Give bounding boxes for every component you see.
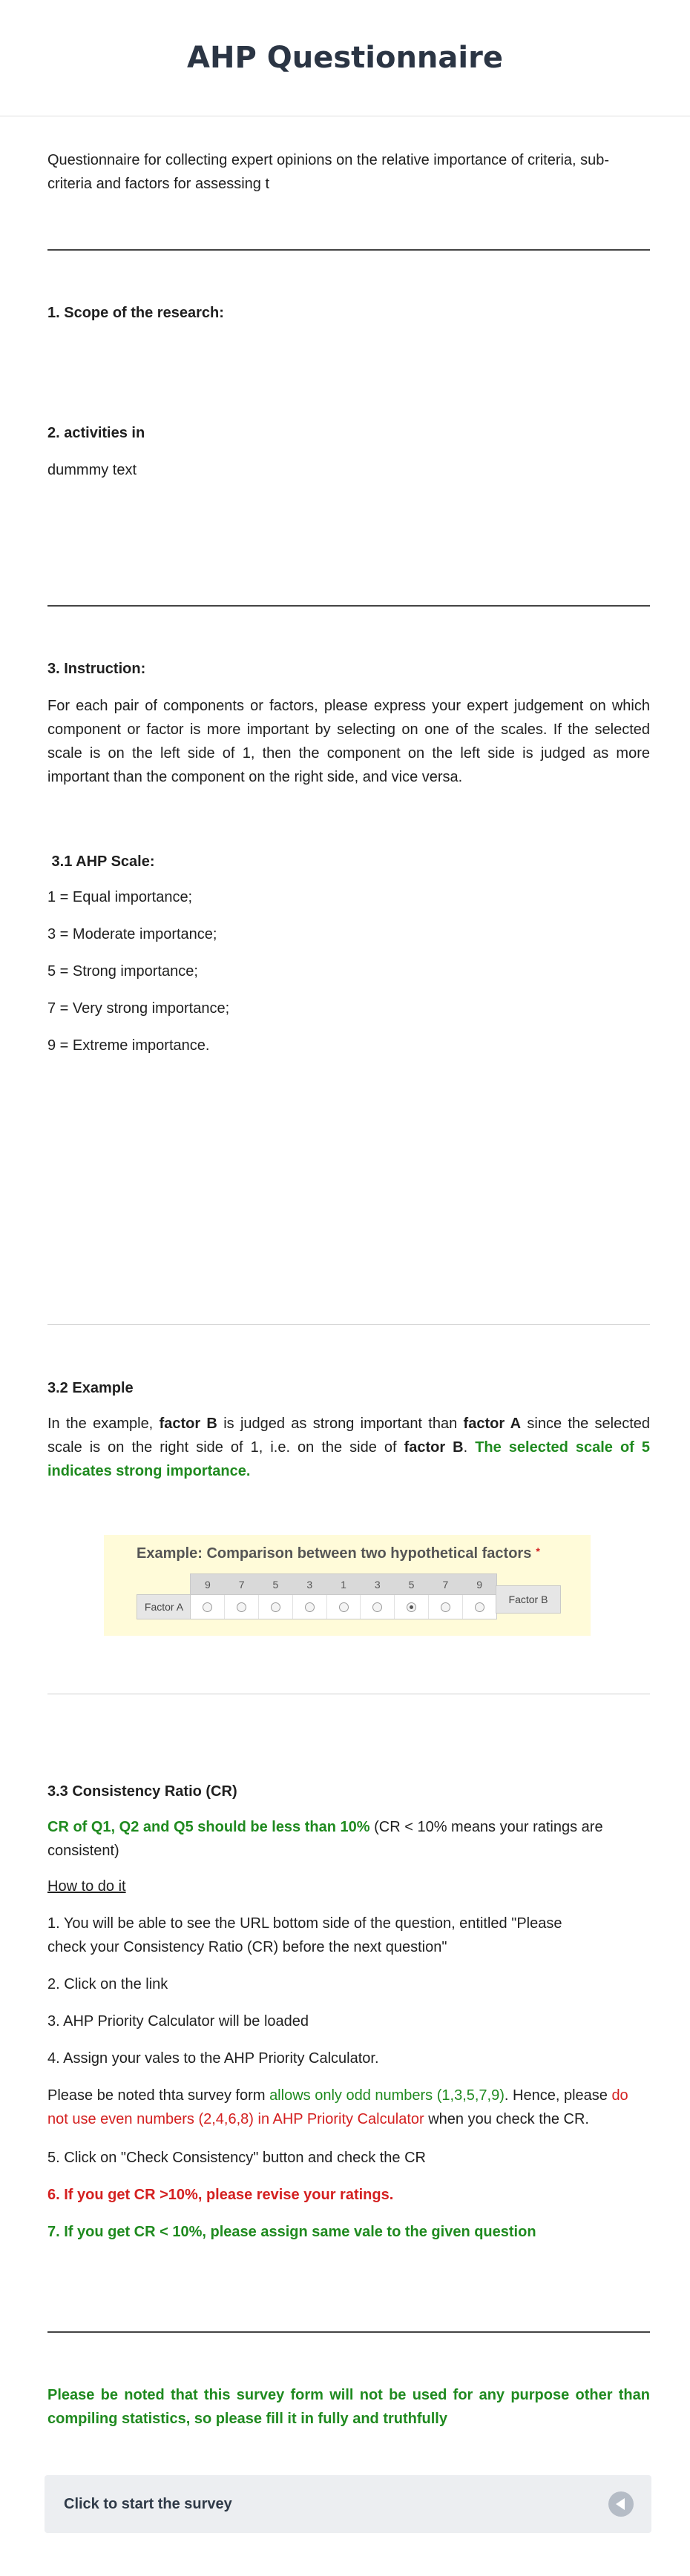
scale-radio-cell[interactable] bbox=[428, 1595, 462, 1619]
scale-value: 5 bbox=[272, 1579, 279, 1591]
scale-value: 3 bbox=[374, 1579, 381, 1591]
step-2: 2. Click on the link bbox=[47, 1976, 168, 1992]
example-heading: 3.2 Example bbox=[47, 1380, 134, 1396]
intro-text: Questionnaire for collecting expert opinions on the relative importance of criteria, sub-criteria and factors for assessing t bbox=[47, 152, 610, 192]
required-mark: * bbox=[536, 1545, 540, 1557]
step-5: 5. Click on "Check Consistency" button and check the CR bbox=[47, 2150, 426, 2166]
scale-radio-button[interactable] bbox=[203, 1602, 212, 1612]
divider bbox=[47, 249, 650, 251]
step-3: 3. AHP Priority Calculator will be loaded bbox=[47, 2013, 309, 2030]
scale-radio-button[interactable] bbox=[339, 1602, 349, 1612]
example-comparison-box bbox=[104, 1535, 591, 1636]
scale-radio-cell[interactable] bbox=[292, 1595, 326, 1619]
consistency-heading: 3.3 Consistency Ratio (CR) bbox=[47, 1783, 237, 1800]
ahp-scale-item: 5 = Strong importance; bbox=[47, 963, 198, 980]
odd-numbers-note: Please be noted thta survey form allows only odd numbers (1,3,5,7,9). Hence, please do not use even numbers (2,4,6,8) in AHP Priority Calculator when you check the CR. bbox=[47, 2087, 628, 2127]
ahp-scale-item: 3 = Moderate importance; bbox=[47, 926, 217, 942]
instruction-text: For each pair of components or factors, please express your expert judgement on which component or factor is more important by selecting on one of the scales. If the selected scale is on the left side of 1, then the component on the left side is judged as more important than the component on the right side, and vice versa. bbox=[47, 698, 650, 785]
example-text: In the example, factor B is judged as strong important than factor A since the selected scale is on the right side of 1, i.e. on the side of factor B. The selected scale of 5 indicates strong importance. bbox=[47, 1416, 651, 1479]
scale-radio-cell[interactable] bbox=[462, 1595, 496, 1619]
scale-radio-cell[interactable] bbox=[258, 1595, 292, 1619]
step-1: 1. You will be able to see the URL bottom side of the question, entitled "Please check your Consistency Ratio (CR) before the next question" bbox=[47, 1915, 562, 1955]
cr-requirement: CR of Q1, Q2 and Q5 should be less than 10% (CR < 10% means your ratings are consistent) bbox=[47, 1819, 603, 1859]
privacy-note: Please be noted that this survey form will not be used for any purpose other than compiling statistics, so please fill it in fully and truthfully bbox=[47, 2387, 650, 2427]
scale-radio-button[interactable] bbox=[372, 1602, 382, 1612]
scale-radio-cell[interactable] bbox=[191, 1595, 224, 1619]
scale-radio-button[interactable] bbox=[407, 1602, 416, 1612]
scale-radio-button[interactable] bbox=[441, 1602, 450, 1612]
start-survey-label: Click to start the survey bbox=[64, 2495, 232, 2512]
page-title: AHP Questionnaire bbox=[187, 41, 503, 75]
scale-value: 1 bbox=[341, 1579, 346, 1591]
scale-radio-cell[interactable] bbox=[360, 1595, 394, 1619]
divider bbox=[47, 2331, 650, 2333]
activities-heading: 2. activities in bbox=[47, 425, 145, 441]
step-6: 6. If you get CR >10%, please revise your ratings. bbox=[47, 2187, 394, 2203]
divider bbox=[47, 605, 650, 607]
step-7: 7. If you get CR < 10%, please assign same vale to the given question bbox=[47, 2224, 536, 2240]
divider bbox=[47, 1324, 650, 1325]
instruction-heading: 3. Instruction: bbox=[47, 661, 146, 677]
scale-radio-row bbox=[190, 1594, 497, 1619]
scale-radio-button[interactable] bbox=[237, 1602, 246, 1612]
page-header bbox=[0, 0, 690, 116]
scale-radio-button[interactable] bbox=[475, 1602, 484, 1612]
scale-radio-cell[interactable] bbox=[224, 1595, 258, 1619]
ahp-scale-heading: 3.1 AHP Scale: bbox=[47, 853, 155, 870]
scale-value: 7 bbox=[238, 1579, 245, 1591]
ahp-scale-item: 1 = Equal importance; bbox=[47, 889, 193, 905]
scale-value: 7 bbox=[442, 1579, 449, 1591]
arrow-left-icon[interactable] bbox=[608, 2491, 634, 2517]
scale-radio-cell[interactable] bbox=[394, 1595, 428, 1619]
factor-b-label: Factor B bbox=[496, 1585, 561, 1614]
example-box-title: Example: Comparison between two hypothetical factors * bbox=[137, 1545, 540, 1562]
scale-radio-cell[interactable] bbox=[326, 1595, 361, 1619]
step-4: 4. Assign your vales to the AHP Priority Calculator. bbox=[47, 2050, 379, 2067]
scale-value: 9 bbox=[204, 1579, 211, 1591]
how-to-heading: How to do it bbox=[47, 1878, 126, 1895]
start-survey-button[interactable] bbox=[45, 2475, 651, 2533]
scale-value: 3 bbox=[306, 1579, 313, 1591]
scale-value: 9 bbox=[476, 1579, 483, 1591]
ahp-scale-item: 7 = Very strong importance; bbox=[47, 1000, 230, 1017]
ahp-scale-item: 9 = Extreme importance. bbox=[47, 1037, 210, 1054]
factor-a-label: Factor A bbox=[137, 1594, 191, 1619]
scope-heading: 1. Scope of the research: bbox=[47, 305, 224, 321]
scale-header bbox=[190, 1573, 497, 1596]
activities-text: dummmy text bbox=[47, 462, 137, 478]
scale-value: 5 bbox=[408, 1579, 415, 1591]
scale-radio-button[interactable] bbox=[271, 1602, 280, 1612]
scale-radio-button[interactable] bbox=[305, 1602, 315, 1612]
